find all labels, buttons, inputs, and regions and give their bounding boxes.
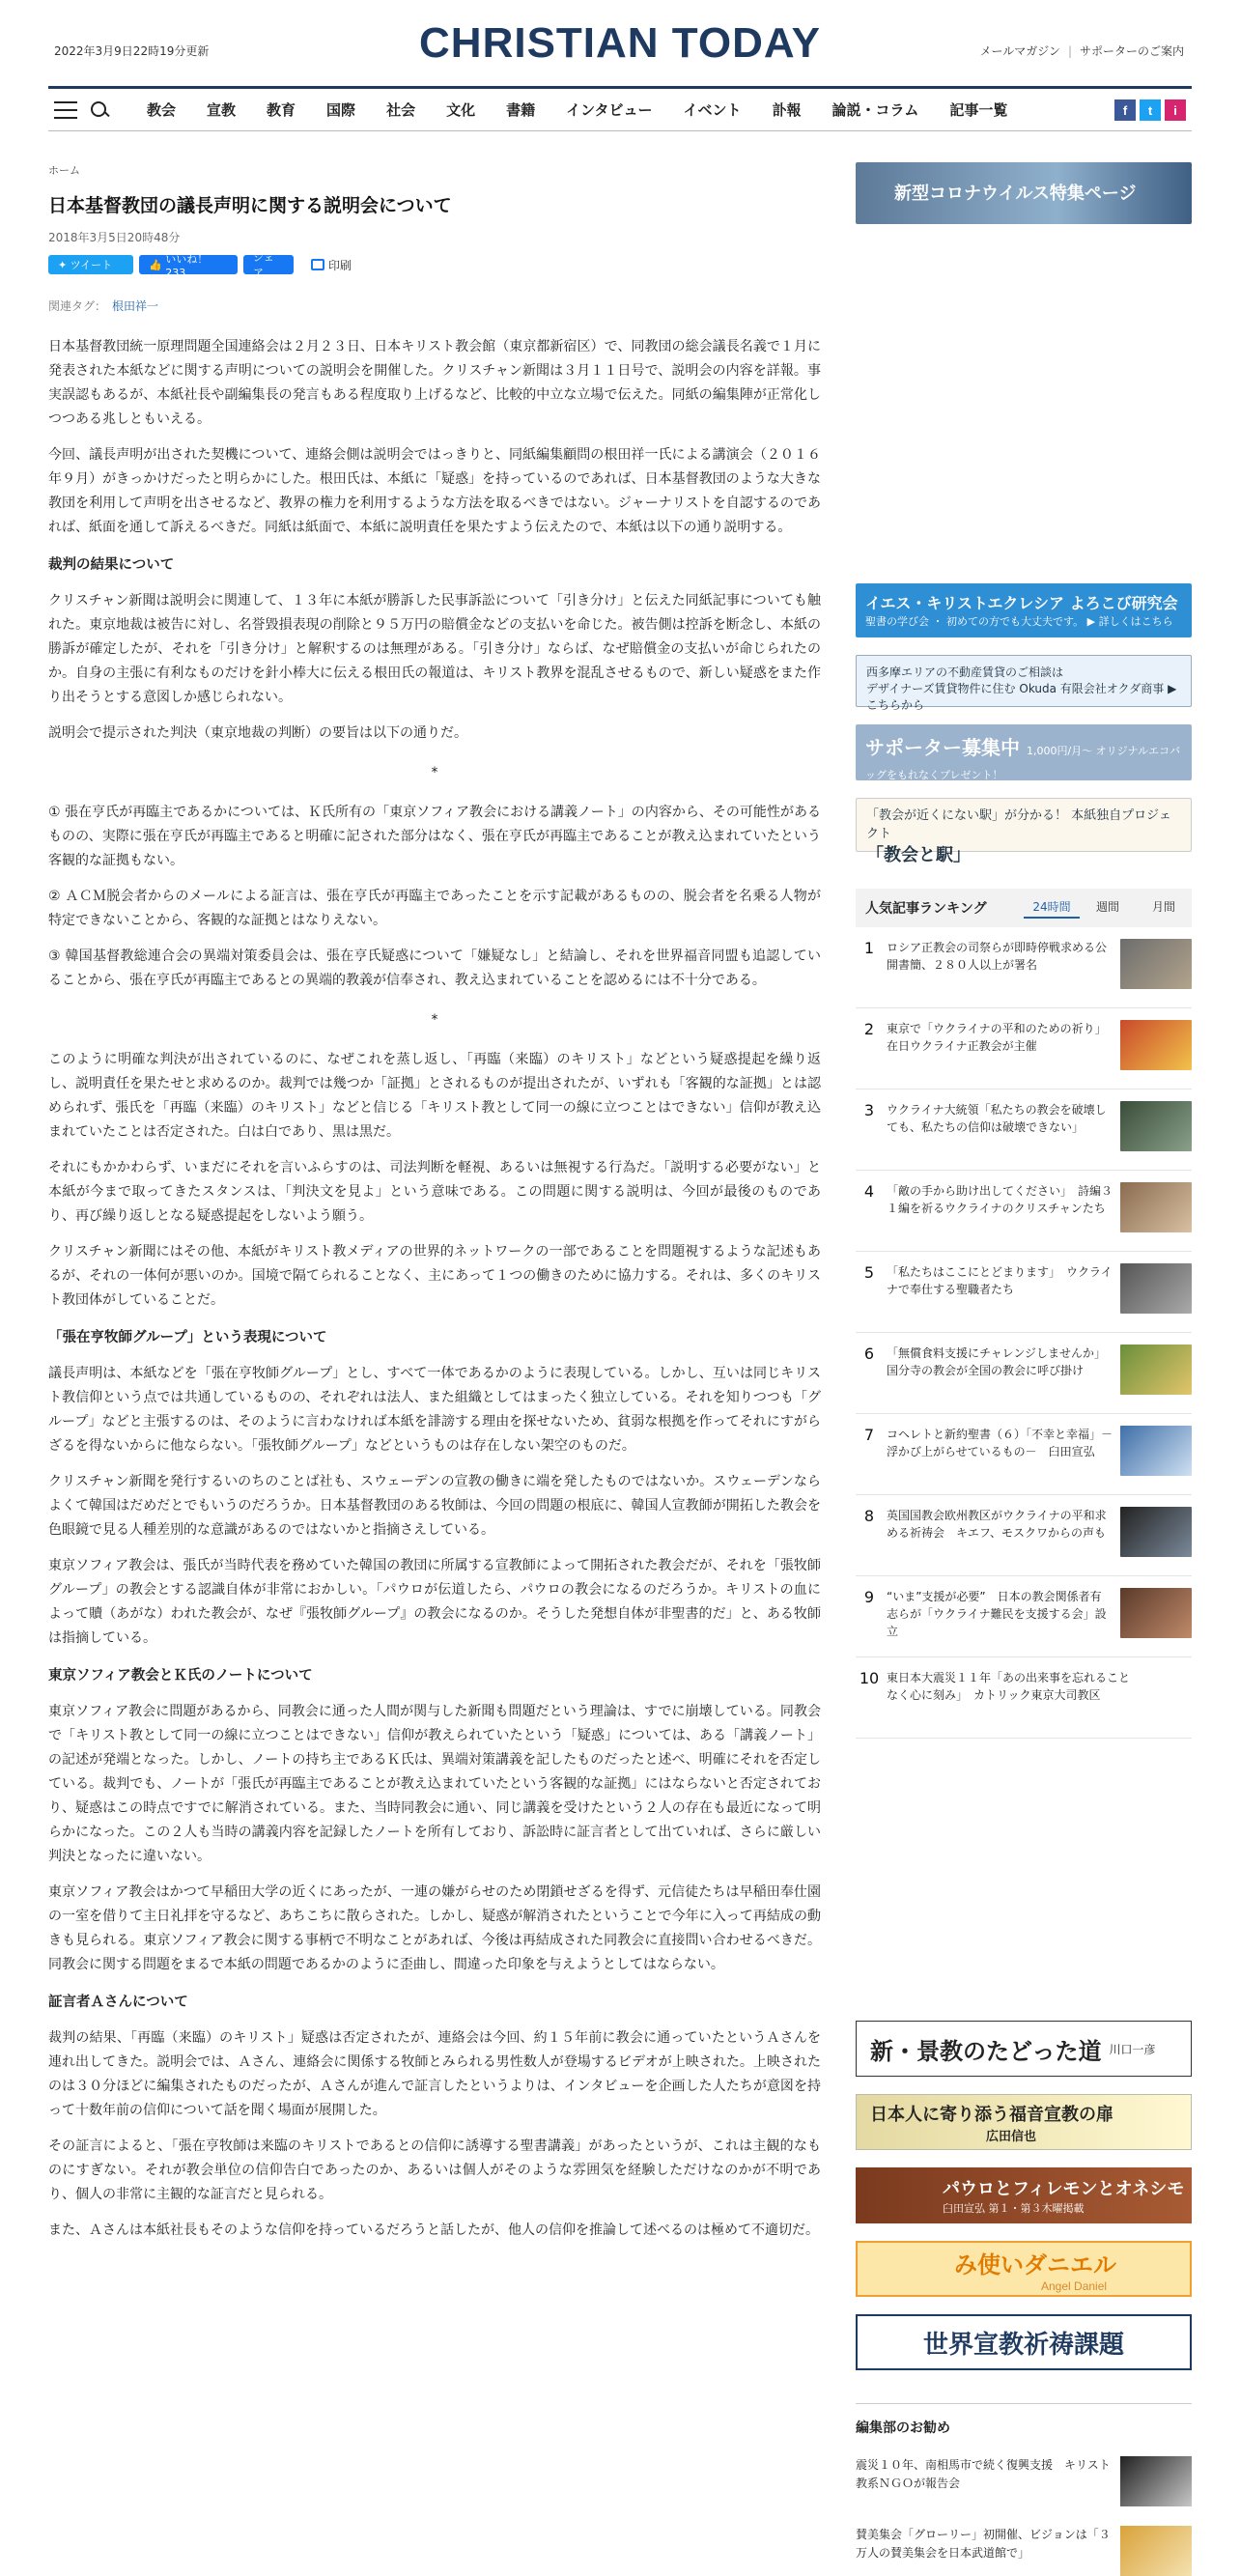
- page: [48, 0, 1192, 2560]
- rank-number: 7: [863, 1426, 875, 1444]
- covid-banner[interactable]: 新型コロナウイルス特集ページ: [856, 162, 1192, 224]
- ad-sub: デザイナーズ賃貸物件に住む Okuda 有限会社オクダ商事 ▶こちらから: [866, 682, 1177, 712]
- instagram-icon[interactable]: i: [1165, 99, 1186, 121]
- recommend-item[interactable]: [856, 2456, 1192, 2506]
- ad-sub: 聖書の学び会 ・ 初めての方でも大丈夫です。 ▶ 詳しくはこちら: [865, 615, 1173, 628]
- rank-number: 5: [863, 1263, 875, 1282]
- serial-banner-gospel[interactable]: [856, 2094, 1192, 2150]
- ranking-list: [856, 927, 1192, 1739]
- nav-item-obituary[interactable]: 訃報: [772, 101, 802, 119]
- recommend-thumbnail: [1120, 2526, 1192, 2576]
- ranking-item[interactable]: [856, 1414, 1192, 1495]
- ranking-item[interactable]: [856, 1008, 1192, 1090]
- newsletter-link[interactable]: メールマガジン: [979, 44, 1060, 58]
- section-heading: 東京ソフィア教会とＫ氏のノートについて: [48, 1668, 313, 1684]
- rank-number: 1: [863, 939, 875, 957]
- rank-thumbnail: [1120, 1263, 1192, 1314]
- paragraph: ② ＡＣＭ脱会者からのメールによる証言は、張在亨氏が再臨主であったことを示す記載があるものの、脱会者を名乗る人物が特定できないことから、客観的な証拠とはなりえない。: [48, 889, 821, 928]
- tab-monthly[interactable]: 月間: [1151, 899, 1175, 914]
- nav-items: [147, 99, 1038, 120]
- paragraph: 議長声明は、本紙などを「張在亨牧師グループ」とし、すべて一体であるかのように表現している。しかし、互いは同じキリスト教信仰という点では共通しているものの、それぞれは法人、また組織としてはまったく独立している。それを知りつつも「グループ」などと主張するのは、そのように言わなければ本紙を誹謗する理由を探せないため、貧弱な根拠を作ってそれにすがらざるを得ないからに他ならない。「張牧師グループ」などというものは存在しない架空のものだ。: [48, 1366, 821, 1454]
- rank-number: 2: [863, 1020, 875, 1038]
- paragraph: それにもかかわらず、いまだにそれを言いふらすのは、司法判断を軽視、あるいは無視する行為だ。「説明する必要がない」と本紙が今まで取ってきたスタンスは、「判決文を見よ」という意味である。この問題に関する説明は、今回が最後のものであり、再び繰り返しとなる疑惑提起をしないよう願う。: [48, 1160, 821, 1224]
- recommend-text: 賛美集会「グローリー」初開催、ビジョンは「３万人の賛美集会を日本武道館で」: [856, 2528, 1111, 2560]
- serial-banner-prayer[interactable]: 世界宣教祈祷課題: [856, 2314, 1192, 2370]
- updated-date: 2022年3月9日22時19分更新: [54, 44, 210, 58]
- rank-number: 6: [863, 1345, 875, 1363]
- tweet-button[interactable]: [48, 255, 133, 274]
- serial-banner-paul[interactable]: [856, 2167, 1192, 2223]
- recommend-item[interactable]: [856, 2526, 1192, 2576]
- rank-title: 「敵の手から助け出してください」 詩編３１編を祈るウクライナのクリスチャンたち: [887, 1184, 1113, 1215]
- paragraph: 東京ソフィア教会はかつて早稲田大学の近くにあったが、一連の嫌がらせのため閉鎖せざるを得ず、元信徒たちは早稲田奉仕園の一室を借りて主日礼拝を守るなど、あちこちに散らされた。しかし、疑惑が解消されたということで今年に入って再結成の動きも見られる。東京ソフィア教会に関する事柄で不明なことがあれば、今後は再結成された同教会に直接問い合わせるべきだ。同教会に関する問題をまるで本紙の問題であるかのように歪曲し、間違った印象を与えようとしてはならない。: [48, 1884, 821, 1972]
- paragraph: 日本基督教団統一原理問題全国連絡会は２月２３日、日本キリスト教会館（東京都新宿区）で、同教団の総会議長名義で１月に発表された本紙などに関する声明についての説明会を開催した。クリスチャン新聞は３月１１日号で、説明会の内容を詳報。事実誤認もあるが、本紙社長や副編集長の発言もある程度取り上げるなど、比較的中立な立場で伝えた。同紙の編集陣が正常化しつつある兆しともいえる。: [48, 339, 821, 427]
- ad-title: 西多摩エリアの不動産賃貸のご相談は: [866, 665, 1064, 679]
- paragraph: また、Ａさんは本紙社長もそのような信仰を持っているだろうと話したが、他人の信仰を推論して述べるのは極めて不適切だ。: [48, 2222, 819, 2238]
- serial-title: パウロとフィレモンとオネシモ: [943, 2179, 1185, 2199]
- breadcrumb[interactable]: ホーム: [48, 164, 80, 177]
- sidebar: [856, 162, 1192, 2576]
- nav-item-society[interactable]: 社会: [386, 101, 416, 119]
- serial-title: 新・景教のたどった道: [870, 2036, 1102, 2065]
- site-header: [48, 0, 1192, 89]
- nav-item-international[interactable]: 国際: [326, 101, 356, 119]
- rank-title: “いま”支援が必要” 日本の教会関係者有志らが「ウクライナ難民を支援する会」設立: [887, 1590, 1107, 1638]
- rank-title: 東日本大震災１１年「あの出来事を忘れることなく心に刻み」 カトリック東京大司教区: [887, 1671, 1131, 1702]
- paragraph: クリスチャン新聞は説明会に関連して、１３年に本紙が勝訴した民事訴訟について「引き分け」と伝えた同紙記事についても触れた。東京地裁は被告に対し、名誉毀損表現の削除と９５万円の賠償金などの支払いを命じた。被告側は控訴を断念し、本紙の勝訴が確定したが、それを「引き分け」と解釈するのは無理がある。「引き分け」ならば、なぜ賠償金の支払いが命じられたのか。自身の主張に有利なものだけを針小棒大に伝える根田氏の報道は、キリスト教界を混乱させるもので、新しい疑惑をまた作り出そうとする意図しか感じられない。: [48, 593, 821, 705]
- search-icon[interactable]: [89, 99, 110, 121]
- ranking-item[interactable]: [856, 1252, 1192, 1333]
- serial-author: Angel Daniel: [1041, 2279, 1108, 2293]
- rank-title: ロシア正教会の司祭らが即時停戦求める公開書簡、２８０人以上が署名: [887, 941, 1108, 972]
- paragraph: 東京ソフィア教会は、張氏が当時代表を務めていた韓国の教団に所属する宣教師によって開拓された教会だが、それを「張牧師グループ」の教会とする認識自体が非常におかしい。「パウロが伝道したら、パウロの教会になるのだろうか。キリストの血によって贖（あがな）われた教会が、なぜ『張牧師グループ』の教会になるのか。そうした発想自体が非聖書的だ」と、ある牧師は指摘している。: [48, 1558, 821, 1646]
- header-links: [972, 42, 1192, 59]
- ranking-item[interactable]: [856, 1576, 1192, 1657]
- rank-title: ウクライナ大統領「私たちの教会を破壊しても、私たちの信仰は破壊できない」: [887, 1103, 1107, 1134]
- paragraph: ① 張在亨氏が再臨主であるかについては、Ｋ氏所有の「東京ソフィア教会における講義ノート」の内容から、その可能性があるものの、実際に張在亨氏が再臨主であると明確に記された部分はなく、張在亨氏が再臨主であることが教え込まれていたという客観的な証拠もない。: [48, 805, 821, 868]
- nav-item-column[interactable]: 論説・コラム: [831, 101, 919, 119]
- nav-item-interview[interactable]: インタビュー: [566, 101, 653, 119]
- rank-thumbnail: [1120, 939, 1192, 989]
- recommend-text: 震災１０年、南相馬市で続く復興支援 キリスト教系ＮＧＯが報告会: [856, 2458, 1111, 2490]
- recommend-thumbnail: [1120, 2456, 1192, 2506]
- ranking-header: [856, 889, 1192, 927]
- ranking-item[interactable]: [856, 1090, 1192, 1171]
- rank-number: 8: [863, 1507, 875, 1525]
- rank-title: 英国国教会欧州教区がウクライナの平和求める祈祷会 キエフ、モスクワからの声も: [887, 1509, 1107, 1540]
- menu-icon[interactable]: [54, 101, 77, 119]
- supporter-link[interactable]: サポーターのご案内: [1079, 44, 1184, 58]
- facebook-icon[interactable]: f: [1114, 99, 1136, 121]
- social-links: [1114, 99, 1186, 121]
- ranking-item[interactable]: [856, 1171, 1192, 1252]
- paragraph: 裁判の結果、「再臨（来臨）のキリスト」疑惑は否定されたが、連絡会は今回、約１５年前に教会に通っていたというＡさんを連れ出してきた。説明会では、Ａさん、連絡会に関係する牧師とみられる男性数人が登場するビデオが上映された。上映されたのは３０分ほどに編集されたものだったが、Ａさんが進んで証言したというよりは、インタビューを企画した人たちが意図を持って十数年前の信仰について話を聞く場面が展開した。: [48, 2030, 821, 2118]
- rank-thumbnail: [1120, 1020, 1192, 1070]
- serial-banner-keikyo[interactable]: [856, 2021, 1192, 2077]
- nav-item-church[interactable]: 教会: [147, 101, 177, 119]
- nav-item-all-articles[interactable]: 記事一覧: [949, 101, 1008, 119]
- rank-title: 「私たちはここにとどまります」 ウクライナで奉仕する聖職者たち: [887, 1265, 1113, 1296]
- rank-thumbnail: [1120, 1101, 1192, 1151]
- like-button[interactable]: [139, 252, 238, 279]
- divider: |: [1067, 44, 1072, 58]
- ad-sub: 1,000円/月〜 オリジナルエコバッグをもれなくプレゼント！: [865, 745, 1181, 781]
- section-heading: 証言者Ａさんについて: [48, 1995, 188, 2010]
- tab-weekly[interactable]: 週間: [1095, 899, 1119, 914]
- separator: *: [431, 765, 438, 780]
- nav-item-education[interactable]: 教育: [267, 101, 296, 119]
- tags-label: 関連タグ：: [48, 299, 107, 313]
- tag-link[interactable]: 根田祥一: [112, 299, 159, 313]
- ranking-item[interactable]: [856, 1657, 1192, 1739]
- rank-thumbnail: [1120, 1588, 1192, 1638]
- related-tags: [48, 297, 821, 314]
- serial-banner-daniel[interactable]: [856, 2241, 1192, 2297]
- printer-icon: [311, 259, 324, 270]
- share-bar: [48, 251, 821, 279]
- ad-church-station[interactable]: [856, 798, 1192, 865]
- paragraph: 東京ソフィア教会に問題があるから、同教会に通った人間が関与した新聞も問題だという理論は、すでに崩壊している。同教会で「キリスト教として同一の線に立つことはできない」信仰が教えられていたという「疑惑」については、ある「講義ノート」の記述が発端となった。しかし、ノートの持ち主であるＫ氏は、異端対策講義を記したものだったと述べ、明確にそれを否定している。裁判でも、ノートが「張氏が再臨主であることが教え込まれていたという客観的な証拠」にはならないと否定されており、疑惑はこの時点ですでに解消されている。また、当時同教会に通い、同じ講義を受けたという２人の存在も最近になって明らかになった。この２人も当時の講義内容を記録したノートを所有しており、訴訟時に証言者として出ていれば、さらに厳しい判決となったに違いない。: [48, 1704, 821, 1864]
- ranking-tabs: [1024, 898, 1192, 919]
- rank-number: 10: [859, 1669, 880, 1687]
- ad-sub: 「教会が近くにない駅」が分かる！ 本紙独自プロジェクト: [866, 808, 1171, 841]
- ad-okuda[interactable]: [856, 655, 1192, 712]
- section-heading: 「張在亨牧師グループ」という表現について: [48, 1330, 327, 1345]
- rank-number: 9: [863, 1588, 875, 1606]
- publish-date: 2018年3月5日20時48分: [48, 231, 181, 244]
- print-label: 印刷: [328, 258, 352, 272]
- ranking-item[interactable]: [856, 1333, 1192, 1414]
- twitter-icon: ✦: [58, 258, 70, 271]
- rank-number: 3: [863, 1101, 875, 1119]
- serial-author: 川口一彦: [1109, 2042, 1156, 2056]
- paragraph: 説明会で提示された判決（東京地裁の判断）の要旨は以下の通りだ。: [48, 725, 467, 741]
- recommend-title: 編集部のお勧め: [856, 2403, 1192, 2437]
- serial-author: 臼田宣弘 第１・第３木曜掲載: [943, 2202, 1085, 2215]
- tweet-label: ツイート: [70, 259, 113, 271]
- separator: *: [431, 1012, 438, 1028]
- twitter-icon[interactable]: t: [1140, 99, 1161, 121]
- ranking-item[interactable]: [856, 927, 1192, 1008]
- nav-item-books[interactable]: 書籍: [506, 101, 536, 119]
- paragraph: その証言によると、「張在亨牧師は来臨のキリストであるとの信仰に誘導する聖書講義」があったというが、これは主観的なものにすぎない。それが教会単位の信仰告白であったのか、あるいは個人がそのような雰囲気を経験しただけなのかが不明であり、個人の非常に主観的な証言だと見られる。: [48, 2138, 821, 2202]
- nav-item-mission[interactable]: 宣教: [207, 101, 237, 119]
- paragraph: クリスチャン新聞を発行するいのちのことば社も、スウェーデンの宣教の働きに端を発したものではないか。スウェーデンならよくて韓国はだめだとでもいうのだろうか。日本基督教団のある牧師は、今回の問題の根底に、韓国人宣教師が開拓した教会を色眼鏡で見る人種差別的な意識があるのではないかと指摘さえしている。: [48, 1474, 821, 1538]
- paragraph: 今回、議長声明が出された契機について、連絡会側は説明会ではっきりと、同紙編集顧問の根田祥一氏による講演会（２０１６年９月）がきっかけだったと明らかにした。根田氏は、本紙に「疑惑」を持っているのであれば、日本基督教団のような大きな教団を利用して声明を出させるなど、教界の権力を利用するような方法を取るべきではない。ジャーナリストを自認するのであれば、紙面を通して訴えるべきだ。同紙は紙面で、本紙に説明責任を果たすよう伝えたので、本紙は以下の通り説明する。: [48, 447, 821, 535]
- nav-item-culture[interactable]: 文化: [446, 101, 476, 119]
- nav-item-events[interactable]: イベント: [683, 101, 742, 119]
- share-button[interactable]: シェア: [243, 255, 294, 274]
- serial-author: 広田信也: [986, 2129, 1037, 2144]
- rank-thumbnail: [1120, 1182, 1192, 1232]
- article: [48, 162, 821, 2254]
- ranking-title: 人気記事ランキング: [865, 901, 987, 917]
- serial-title: み使いダニエル: [954, 2250, 1116, 2279]
- rank-thumbnail: [1120, 1426, 1192, 1476]
- paragraph: このように明確な判決が出されているのに、なぜこれを蒸し返し、「再臨（来臨）のキリスト」などという疑惑提起を繰り返し、説明責任を果たせと求めるのか。裁判では幾つか「証拠」とされるものが提出されたが、いずれも「客観的な証拠」とは認められず、張氏を「再臨（来臨）のキリスト」などと信じる「キリスト教として同一の線に立つことはできない」信仰が教え込まれていたことは否定された。白は白であり、黒は黒だ。: [48, 1052, 821, 1140]
- tab-24h[interactable]: 24時間: [1024, 898, 1080, 919]
- article-body: [48, 335, 821, 2243]
- like-label: いいね！ 233: [165, 252, 209, 279]
- section-heading: 裁判の結果について: [48, 557, 175, 573]
- main-nav: [48, 89, 1192, 131]
- paragraph: ③ 韓国基督教総連合会の異端対策委員会は、張在亨氏疑惑について「嫌疑なし」と結論し、それを世界福音同盟も追認していることから、張在亨氏が再臨主であるとの異端的教義が信奉され、教え込まれていることを認めるには不十分である。: [48, 948, 821, 988]
- rank-thumbnail: [1120, 1507, 1192, 1557]
- print-button[interactable]: [311, 257, 352, 273]
- article-title: 日本基督教団の議長声明に関する説明会について: [48, 195, 452, 216]
- rank-title: 「無償食料支援にチャレンジしませんか」 国分寺の教会が全国の教会に呼び掛け: [887, 1346, 1113, 1377]
- rank-thumbnail: [1120, 1345, 1192, 1395]
- site-logo[interactable]: CHRISTIAN TODAY: [419, 19, 821, 67]
- thumbs-up-icon: 👍: [149, 258, 166, 271]
- ad-supporter[interactable]: [856, 724, 1192, 780]
- ad-title: イエス・キリストエクレシア よろこび研究会: [865, 594, 1178, 612]
- rank-title: コヘレトと新約聖書（６）「不幸と幸福」－浮かび上がらせているもの－ 臼田宣弘: [887, 1428, 1113, 1458]
- ad-yorokobi[interactable]: [856, 583, 1192, 637]
- ad-title: 「教会と駅」: [866, 845, 971, 865]
- rank-title: 東京で「ウクライナの平和のための祈り」 在日ウクライナ正教会が主催: [887, 1022, 1113, 1053]
- serial-title: 日本人に寄り添う福音宣教の扉: [870, 2104, 1113, 2125]
- rank-number: 4: [863, 1182, 875, 1201]
- paragraph: クリスチャン新聞にはその他、本紙がキリスト教メディアの世界的ネットワークの一部であることを問題視するような記述もあるが、それの一体何が悪いのか。国境で隔てられることなく、主にあって１つの働きのために協力する。それは、多くのキリスト教団体がしていることだ。: [48, 1244, 821, 1308]
- ranking-item[interactable]: [856, 1495, 1192, 1576]
- ad-title: サポーター募集中: [865, 736, 1020, 759]
